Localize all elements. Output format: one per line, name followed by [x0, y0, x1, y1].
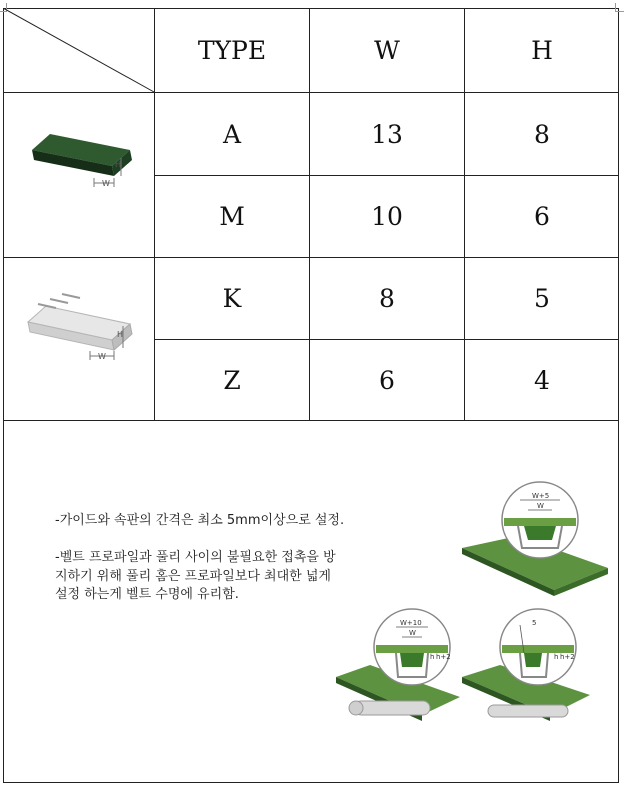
- table-cell-h: 4: [534, 365, 550, 395]
- dim-label: W: [409, 629, 416, 637]
- table-cell-h: 6: [534, 202, 550, 231]
- header-w: W: [374, 36, 400, 65]
- dim-label: W: [537, 502, 544, 510]
- diagonal-header-cell: [3, 8, 155, 93]
- table-cell-h: 8: [534, 119, 550, 149]
- header-h: H: [531, 36, 553, 65]
- dim-label: W+5: [532, 492, 550, 500]
- table-cell-w: 6: [379, 365, 395, 395]
- pulley-diagram-top: [458, 478, 616, 600]
- dim-label: h+2: [436, 653, 451, 661]
- dim-label: W+10: [400, 619, 422, 627]
- dim-label: h+2: [560, 653, 575, 661]
- table-cell-w: 10: [371, 202, 403, 231]
- profile-h-label: H: [115, 160, 122, 169]
- profile-contact-note: [55, 549, 336, 605]
- dim-label: 5: [532, 619, 537, 627]
- header-type: TYPE: [197, 36, 267, 65]
- note-line: 설정 하는게 벨트 수명에 유리함.: [55, 587, 239, 602]
- dim-label: h: [554, 653, 559, 661]
- table-cell-type: M: [219, 202, 245, 231]
- note-line: 지하기 위해 풀리 홈은 프로파일보다 최대한 넓게: [55, 568, 331, 584]
- light-profile-illustration: [20, 290, 140, 370]
- profile-w-label: W: [102, 179, 110, 188]
- table-cell-h: 5: [534, 284, 550, 313]
- profile-h-label: H: [117, 330, 124, 339]
- table-cell-type: A: [222, 119, 242, 149]
- table-cell-w: 8: [379, 284, 395, 313]
- table-cell-type: Z: [223, 365, 241, 395]
- table-cell-w: 13: [371, 119, 403, 149]
- table-cell-type: K: [222, 284, 242, 313]
- table-row-divider: [3, 420, 619, 421]
- dim-label: h: [430, 653, 435, 661]
- dark-profile-illustration: [22, 120, 142, 200]
- pulley-diagram-right: [458, 605, 608, 730]
- guide-gap-note: -가이드와 속판의 간격은 최소 5mm이상으로 설정.: [55, 513, 345, 528]
- profile-w-label: W: [98, 352, 106, 361]
- note-line: -벨트 프로파일과 풀리 사이의 불필요한 접촉을 방: [55, 550, 336, 565]
